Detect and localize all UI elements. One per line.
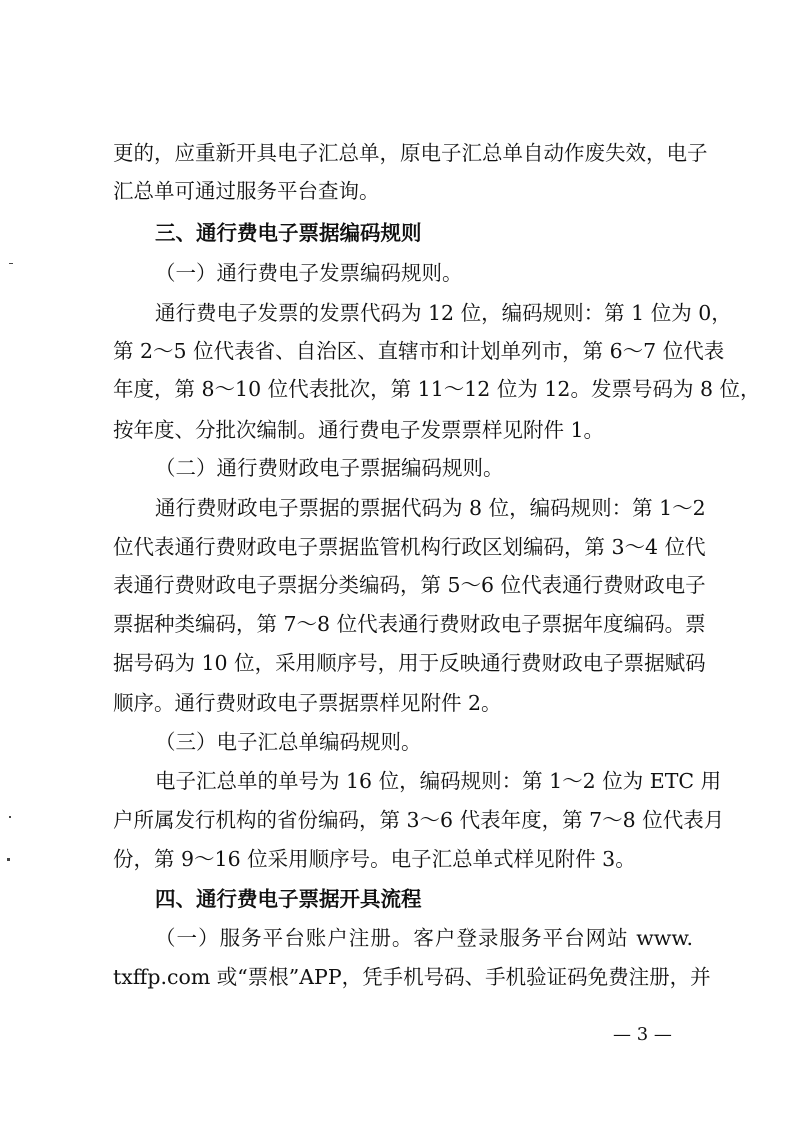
section-heading: 四、通行费电子票据开具流程 — [155, 887, 422, 911]
subsection-heading: （三）电子汇总单编码规则。 — [155, 730, 422, 754]
body-line: 份，第 9～16 位采用顺序号。电子汇总单式样见附件 3。 — [113, 847, 636, 871]
body-line: 电子汇总单的单号为 16 位，编码规则：第 1～2 位为 ETC 用 — [155, 769, 722, 793]
section-heading: 三、通行费电子票据编码规则 — [155, 221, 422, 245]
scan-speck — [9, 263, 13, 264]
body-line: txffp.com 或“票根”APP，凭手机号码、手机验证码免费注册，并 — [113, 965, 711, 989]
body-line: 第 2～5 位代表省、自治区、直辖市和计划单列市，第 6～7 位代表 — [113, 339, 725, 363]
page-number: — 3 — — [613, 1024, 672, 1045]
body-line: 表通行费财政电子票据分类编码，第 5～6 位代表通行费财政电子 — [113, 573, 706, 597]
body-line: 户所属发行机构的省份编码，第 3～6 代表年度，第 7～8 位代表月 — [113, 808, 725, 832]
body-line: 顺序。通行费财政电子票据票样见附件 2。 — [113, 691, 502, 715]
subsection-heading: （二）通行费财政电子票据编码规则。 — [155, 456, 504, 480]
body-line: 票据种类编码，第 7～8 位代表通行费财政电子票据年度编码。票 — [113, 612, 706, 636]
subsection-heading: （一）通行费电子发票编码规则。 — [155, 261, 463, 285]
body-line: 汇总单可通过服务平台查询。 — [113, 179, 380, 203]
body-line: 年度，第 8～10 位代表批次，第 11～12 位为 12。发票号码为 8 位， — [113, 377, 761, 401]
body-line: 通行费电子发票的发票代码为 12 位，编码规则：第 1 位为 0， — [155, 301, 732, 325]
body-line: （一）服务平台账户注册。客户登录服务平台网站 www. — [155, 926, 693, 950]
scan-speck — [9, 816, 11, 818]
body-line: 通行费财政电子票据的票据代码为 8 位，编码规则：第 1～2 — [155, 496, 706, 520]
body-line: 位代表通行费财政电子票据监管机构行政区划编码，第 3～4 位代 — [113, 535, 706, 559]
body-line: 更的，应重新开具电子汇总单，原电子汇总单自动作废失效，电子 — [113, 141, 708, 165]
scan-speck — [7, 858, 10, 861]
body-line: 按年度、分批次编制。通行费电子发票票样见附件 1。 — [113, 418, 605, 442]
body-line: 据号码为 10 位，采用顺序号，用于反映通行费财政电子票据赋码 — [113, 651, 706, 675]
